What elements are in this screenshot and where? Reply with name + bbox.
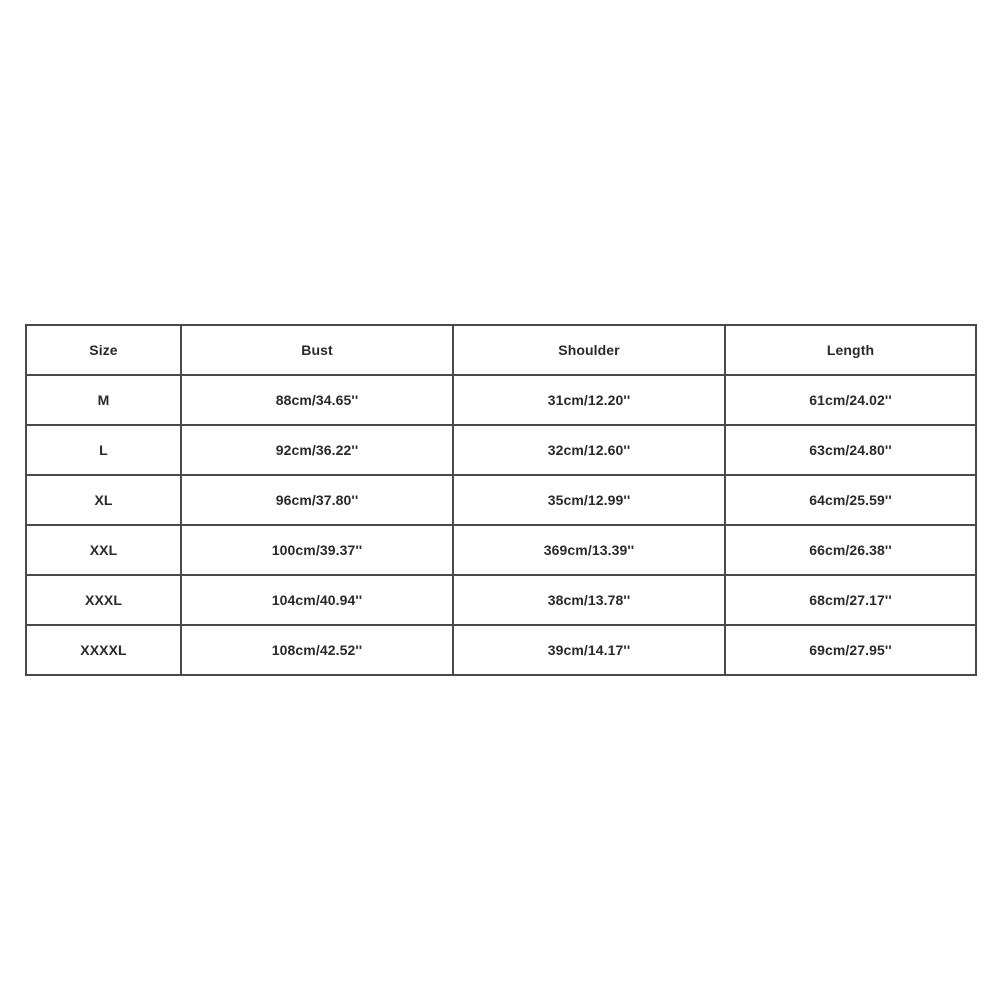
cell-size: XXXL bbox=[26, 575, 181, 625]
cell-length: 64cm/25.59'' bbox=[725, 475, 976, 525]
table-row bbox=[26, 425, 976, 475]
table-row bbox=[26, 625, 976, 675]
header-size: Size bbox=[26, 325, 181, 375]
size-chart-table bbox=[25, 324, 977, 676]
cell-shoulder: 32cm/12.60'' bbox=[453, 425, 725, 475]
cell-bust: 100cm/39.37'' bbox=[181, 525, 453, 575]
cell-length: 63cm/24.80'' bbox=[725, 425, 976, 475]
header-bust: Bust bbox=[181, 325, 453, 375]
cell-length: 69cm/27.95'' bbox=[725, 625, 976, 675]
cell-size: XXXXL bbox=[26, 625, 181, 675]
table-row bbox=[26, 525, 976, 575]
table-row bbox=[26, 475, 976, 525]
header-length: Length bbox=[725, 325, 976, 375]
cell-size: XXL bbox=[26, 525, 181, 575]
cell-size: XL bbox=[26, 475, 181, 525]
cell-shoulder: 369cm/13.39'' bbox=[453, 525, 725, 575]
cell-shoulder: 38cm/13.78'' bbox=[453, 575, 725, 625]
cell-shoulder: 39cm/14.17'' bbox=[453, 625, 725, 675]
table-row bbox=[26, 575, 976, 625]
cell-shoulder: 35cm/12.99'' bbox=[453, 475, 725, 525]
cell-length: 68cm/27.17'' bbox=[725, 575, 976, 625]
table-row bbox=[26, 375, 976, 425]
cell-bust: 88cm/34.65'' bbox=[181, 375, 453, 425]
cell-bust: 96cm/37.80'' bbox=[181, 475, 453, 525]
cell-bust: 108cm/42.52'' bbox=[181, 625, 453, 675]
cell-length: 61cm/24.02'' bbox=[725, 375, 976, 425]
cell-bust: 104cm/40.94'' bbox=[181, 575, 453, 625]
header-shoulder: Shoulder bbox=[453, 325, 725, 375]
table-header-row bbox=[26, 325, 976, 375]
cell-size: M bbox=[26, 375, 181, 425]
cell-bust: 92cm/36.22'' bbox=[181, 425, 453, 475]
cell-shoulder: 31cm/12.20'' bbox=[453, 375, 725, 425]
cell-size: L bbox=[26, 425, 181, 475]
cell-length: 66cm/26.38'' bbox=[725, 525, 976, 575]
